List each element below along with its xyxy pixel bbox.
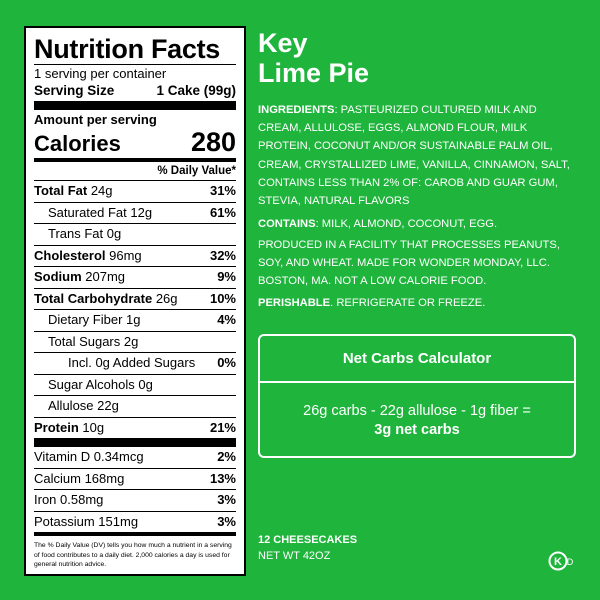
perishable-block (258, 294, 578, 312)
nutrient-label: Trans Fat 0g (48, 226, 122, 241)
vitamin-label: Iron 0.58mg (34, 492, 104, 507)
vitamin-row (34, 489, 236, 511)
nutrient-amount: 24g (87, 183, 113, 198)
nutrient-dv: 21% (209, 419, 236, 435)
nutrient-name: Total Fat (34, 183, 88, 198)
calories-label: Calories (34, 131, 121, 156)
nutrient-row-saturated-fat (34, 202, 236, 224)
contains-label: CONTAINS (258, 218, 316, 230)
kosher-dairy-icon (548, 548, 574, 574)
nutrient-amount: 207mg (81, 269, 126, 284)
serving-size-value: 1 Cake (99g) (156, 83, 236, 98)
calories-row (34, 128, 236, 158)
vitamin-dv: 3% (217, 513, 236, 529)
nutrient-label: Sugar Alcohols 0g (48, 376, 153, 392)
calculator-equation: 26g carbs - 22g allulose - 1g fiber = (303, 403, 531, 419)
nutrient-amount: 10g (78, 419, 105, 435)
product-title-line1: Key (258, 28, 308, 58)
vitamin-row (34, 447, 236, 468)
nutrient-dv: 31% (209, 183, 236, 198)
vitamin-row (34, 511, 236, 533)
kosher-letter: K (554, 556, 562, 569)
nutrient-label: Saturated Fat 12g (48, 204, 153, 220)
calculator-body (260, 383, 574, 440)
ingredients-block (258, 101, 578, 210)
vitamin-list (34, 447, 236, 532)
vitamin-dv: 2% (217, 449, 236, 464)
nutrient-dv: 61% (209, 204, 236, 220)
perishable-label: PERISHABLE (258, 297, 331, 309)
nutrient-dv: 0% (217, 355, 236, 370)
package-count: 12 CHEESECAKES (258, 534, 358, 546)
nutrient-dv: 10% (209, 290, 236, 306)
serving-size-label: Serving Size (34, 83, 115, 98)
nutrient-amount: 96mg (105, 247, 142, 263)
nutrition-facts-title: Nutrition Facts (34, 34, 221, 64)
nutrient-dv: 4% (217, 312, 236, 327)
nutrient-label: Total Sugars 2g (48, 333, 139, 349)
nutrient-list (34, 180, 236, 438)
calculator-result: 3g net carbs (374, 422, 460, 438)
package-info (258, 532, 357, 564)
ingredients-text: : PASTEURIZED CULTURED MILK AND CREAM, ALLULOSE, EGGS, ALMOND FLOUR, MILK PROTEIN, COCONUT AND/OR SUSTAINABLE PALM OIL, CREAM, CRYSTALLIZED LIME, VANILLA, CINNAMON, SALT, CONTAINS LESS THAN 2% OF: CAROB AND GUAR GUM, STEVIA, NATURAL FLAVORS (258, 104, 570, 208)
nutrient-amount: 26g (152, 290, 178, 306)
nutrient-row-trans-fat (34, 223, 236, 245)
divider (34, 101, 236, 110)
net-weight: NET WT 42OZ (258, 550, 331, 562)
vitamin-label: Potassium 151mg (34, 513, 139, 529)
nutrient-label: Allulose 22g (48, 398, 119, 413)
nutrient-label: Dietary Fiber 1g (48, 312, 141, 327)
vitamin-label: Calcium 168mg (34, 470, 125, 486)
nutrient-row-total-fat (34, 180, 236, 202)
product-title (258, 28, 369, 88)
nutrition-facts-panel (24, 26, 246, 576)
vitamin-row (34, 468, 236, 490)
nutrient-row-total-carbohydrate (34, 288, 236, 310)
nutrient-row-sugar-alcohols (34, 374, 236, 396)
ingredients-label: INGREDIENTS (258, 104, 335, 116)
contains-text: : MILK, ALMOND, COCONUT, EGG. (315, 218, 498, 230)
nutrient-row-protein (34, 417, 236, 439)
nutrient-label: Incl. 0g Added Sugars (68, 355, 196, 370)
divider (34, 438, 236, 447)
nutrient-name: Sodium (34, 269, 82, 284)
perishable-text: . REFRIGERATE OR FREEZE. (330, 297, 486, 309)
vitamin-label: Vitamin D 0.34mcg (34, 449, 144, 464)
calculator-title: Net Carbs Calculator (260, 336, 574, 383)
amount-per-serving: Amount per serving (34, 112, 157, 127)
product-title-line2: Lime Pie (258, 58, 370, 88)
nutrient-name: Total Carbohydrate (34, 290, 153, 306)
servings-per-container: 1 serving per container (34, 66, 167, 81)
daily-value-header: % Daily Value* (157, 165, 236, 177)
daily-value-footnote: The % Daily Value (DV) tells you how much a nutrient in a serving of food contributes to a daily diet. 2,000 calories a day is used for general nutrition advice. (34, 542, 232, 568)
facility-statement: PRODUCED IN A FACILITY THAT PROCESSES PEANUTS, SOY, AND WHEAT. MADE FOR WONDER MONDAY, LLC. BOSTON, MA. NOT A LOW CALORIE FOOD. (258, 239, 560, 288)
nutrient-row-cholesterol (34, 245, 236, 267)
nutrient-row-sodium (34, 266, 236, 288)
nutrient-row-allulose (34, 395, 236, 417)
nutrient-row-dietary-fiber (34, 309, 236, 331)
contains-block (258, 215, 578, 233)
vitamin-dv: 3% (217, 492, 236, 507)
nutrient-name: Protein (34, 419, 79, 435)
nutrient-row-added-sugars (34, 352, 236, 374)
serving-size-row (34, 82, 236, 99)
calories-value: 280 (190, 127, 236, 157)
nutrient-name: Cholesterol (34, 247, 106, 263)
vitamin-dv: 13% (209, 470, 236, 486)
kosher-dairy-letter: D (566, 557, 574, 567)
nutrient-row-total-sugars (34, 331, 236, 353)
net-carbs-calculator (258, 334, 576, 458)
nutrient-dv: 32% (209, 247, 236, 263)
nutrient-dv: 9% (217, 269, 236, 284)
